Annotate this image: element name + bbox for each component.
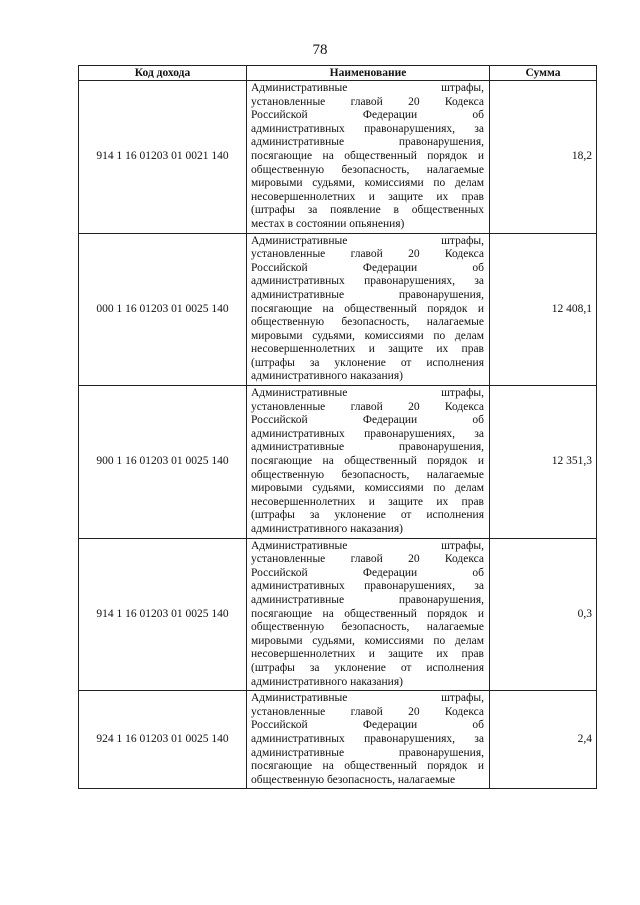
revenue-table — [78, 65, 597, 789]
revenue-name-line: Российской Федерации об — [251, 414, 484, 427]
table-header-row — [79, 66, 597, 81]
revenue-name-line: несовершеннолетних и защите их прав — [251, 190, 484, 203]
revenue-name-line: Административные штрафы, — [251, 234, 484, 247]
revenue-name-line: (штрафы за уклонение от исполнения — [251, 661, 484, 674]
page-number: 78 — [312, 42, 328, 58]
revenue-name-line: (штрафы за уклонение от исполнения — [251, 356, 484, 369]
revenue-name-line: (штрафы за появление в общественных — [251, 204, 484, 217]
revenue-name-line: общественную безопасность, налагаемые — [251, 621, 484, 634]
revenue-name-line: Административные штрафы, — [251, 387, 484, 400]
revenue-name-line: административного наказания) — [251, 523, 403, 535]
revenue-name-line: посягающие на общественный порядок и — [251, 455, 484, 468]
revenue-name-line: местах в состоянии опьянения) — [251, 217, 405, 230]
revenue-name-line: мировыми судьями, комиссиями по делам — [251, 329, 484, 342]
revenue-name-line: административного наказания) — [251, 675, 403, 688]
table-row — [79, 81, 597, 234]
revenue-name-line: (штрафы за уклонение от исполнения — [251, 509, 484, 522]
revenue-name-line: установленные главой 20 Кодекса — [251, 95, 484, 108]
revenue-name-line: административные правонарушения, — [251, 136, 484, 149]
revenue-name-line: посягающие на общественный порядок и — [251, 149, 484, 162]
table-row — [79, 691, 597, 789]
revenue-code-cell: 924 1 16 01203 01 0025 140 — [79, 691, 247, 789]
revenue-name-line: посягающие на общественный порядок и — [251, 760, 484, 773]
revenue-name-cell — [247, 691, 490, 789]
revenue-name-line: Российской Федерации об — [251, 566, 484, 579]
revenue-name-line: административные правонарушения, — [251, 441, 484, 454]
revenue-name-line: Административные штрафы, — [251, 82, 484, 94]
revenue-name-line: посягающие на общественный порядок и — [251, 607, 484, 620]
revenue-name-line: Административные штрафы, — [251, 539, 484, 552]
revenue-name-line: общественную безопасность, налагаемые — [251, 773, 456, 786]
table-row — [79, 233, 597, 386]
revenue-name-line: Российской Федерации об — [251, 109, 484, 122]
revenue-name-line: мировыми судьями, комиссиями по делам — [251, 177, 484, 190]
revenue-sum-cell: 18,2 — [490, 81, 597, 234]
revenue-name-line: административных правонарушениях, за — [251, 122, 484, 135]
revenue-name-line: установленные главой 20 Кодекса — [251, 248, 484, 261]
revenue-name-line: административных правонарушениях, за — [251, 732, 484, 745]
revenue-name-line: мировыми судьями, комиссиями по делам — [251, 482, 484, 495]
revenue-sum-cell: 12 351,3 — [490, 386, 597, 539]
header-name: Наименование — [247, 66, 490, 81]
revenue-code-cell: 900 1 16 01203 01 0025 140 — [79, 386, 247, 539]
revenue-name-line: Российской Федерации об — [251, 719, 484, 732]
revenue-name-cell — [247, 81, 490, 234]
revenue-name-line: несовершеннолетних и защите их прав — [251, 495, 484, 508]
revenue-name-line: административные правонарушения, — [251, 288, 484, 301]
table-row — [79, 538, 597, 691]
revenue-name-line: несовершеннолетних и защите их прав — [251, 648, 484, 661]
revenue-code-cell: 000 1 16 01203 01 0025 140 — [79, 233, 247, 386]
revenue-name-line: административных правонарушениях, за — [251, 427, 484, 440]
revenue-name-line: установленные главой 20 Кодекса — [251, 553, 484, 566]
revenue-name-line: Российской Федерации об — [251, 261, 484, 274]
header-sum: Сумма — [490, 66, 597, 81]
table-body — [79, 81, 597, 789]
revenue-name-line: административные правонарушения, — [251, 746, 484, 759]
revenue-table-wrapper — [78, 65, 592, 905]
revenue-sum-cell: 12 408,1 — [490, 233, 597, 386]
revenue-code-cell: 914 1 16 01203 01 0021 140 — [79, 81, 247, 234]
revenue-name-line: посягающие на общественный порядок и — [251, 302, 484, 315]
revenue-name-line: административные правонарушения, — [251, 593, 484, 606]
revenue-name-line: административного наказания) — [251, 370, 403, 383]
header-code: Код дохода — [79, 66, 247, 81]
revenue-name-line: несовершеннолетних и защите их прав — [251, 343, 484, 356]
revenue-name-line: общественную безопасность, налагаемые — [251, 468, 484, 481]
revenue-name-line: общественную безопасность, налагаемые — [251, 316, 484, 329]
revenue-sum-cell: 0,3 — [490, 538, 597, 691]
revenue-name-cell — [247, 233, 490, 386]
revenue-name-cell — [247, 386, 490, 539]
revenue-name-line: установленные главой 20 Кодекса — [251, 705, 484, 718]
revenue-name-cell — [247, 538, 490, 691]
revenue-name-line: установленные главой 20 Кодекса — [251, 400, 484, 413]
revenue-name-line: административных правонарушениях, за — [251, 275, 484, 288]
revenue-name-line: административных правонарушениях, за — [251, 580, 484, 593]
revenue-code-cell: 914 1 16 01203 01 0025 140 — [79, 538, 247, 691]
revenue-name-line: общественную безопасность, налагаемые — [251, 163, 484, 176]
revenue-name-line: мировыми судьями, комиссиями по делам — [251, 634, 484, 647]
revenue-sum-cell: 2,4 — [490, 691, 597, 789]
table-row — [79, 386, 597, 539]
revenue-name-line: Административные штрафы, — [251, 692, 484, 705]
